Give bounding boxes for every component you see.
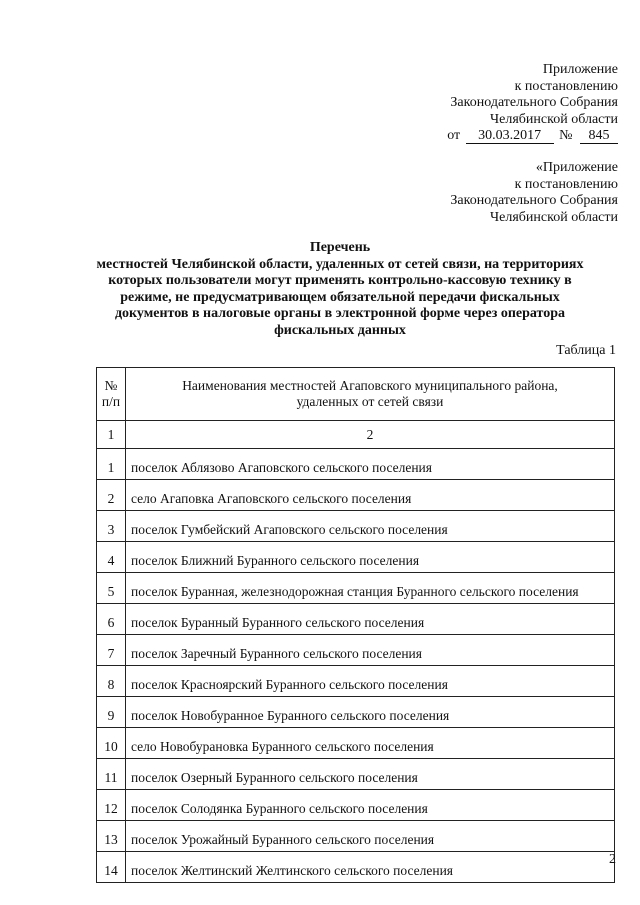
- locality-name: поселок Буранная, железнодорожная станция Буранного сельского поселения: [126, 573, 615, 604]
- table-row: [97, 635, 615, 666]
- locality-name: поселок Буранный Буранного сельского поселения: [126, 604, 615, 635]
- annex-line: Законодательного Собрания: [450, 95, 618, 110]
- row-number: 14: [97, 852, 126, 883]
- locality-name: поселок Солодянка Буранного сельского поселения: [126, 790, 615, 821]
- row-number: 5: [97, 573, 126, 604]
- title-line: Перечень: [309, 240, 371, 255]
- annex-line: Приложение: [542, 62, 618, 77]
- row-number: 13: [97, 821, 126, 852]
- annex-line: Челябинской области: [490, 111, 618, 127]
- quoted-annex-line: «Приложение: [535, 160, 618, 175]
- column-number: 2: [126, 421, 615, 449]
- table-row: [97, 542, 615, 573]
- row-number: 8: [97, 666, 126, 697]
- annex-date-line: [447, 128, 618, 145]
- row-number: 3: [97, 511, 126, 542]
- row-number: 11: [97, 759, 126, 790]
- column-number: 1: [97, 421, 126, 449]
- table-row: [97, 511, 615, 542]
- table-row: [97, 821, 615, 852]
- quoted-annex-line: Челябинской области: [490, 209, 618, 225]
- title-line: режиме, не предусматривающем обязательной передачи фискальных: [120, 289, 560, 305]
- resolution-date: 30.03.2017: [466, 129, 554, 144]
- row-number: 1: [97, 449, 126, 480]
- table-row: [97, 728, 615, 759]
- locality-name: поселок Желтинский Желтинского сельского поселения: [126, 852, 615, 883]
- locality-name: поселок Ближний Буранного сельского поселения: [126, 542, 615, 573]
- locality-name: поселок Гумбейский Агаповского сельского поселения: [126, 511, 615, 542]
- col-name-header: Наименования местностей Агаповского муниципального района, удаленных от сетей связи: [126, 368, 615, 421]
- locality-name: поселок Аблязово Агаповского сельского поселения: [126, 449, 615, 480]
- table-row: [97, 604, 615, 635]
- row-number: 4: [97, 542, 126, 573]
- annex-line: к постановлению: [514, 78, 618, 94]
- title-line: местностей Челябинской области, удаленных от сетей связи, на территориях: [96, 256, 584, 272]
- quoted-annex-line: к постановлению: [514, 176, 618, 192]
- table-row: [97, 790, 615, 821]
- locality-name: поселок Новобуранное Буранного сельского поселения: [126, 697, 615, 728]
- row-number: 6: [97, 604, 126, 635]
- table-row: [97, 573, 615, 604]
- row-number: 10: [97, 728, 126, 759]
- table-label: Таблица 1: [556, 343, 616, 358]
- title-line: которых пользователи могут применять контрольно-кассовую технику в: [108, 273, 572, 288]
- resolution-number: 845: [580, 129, 618, 144]
- row-number: 2: [97, 480, 126, 511]
- col-number-header: № п/п: [97, 368, 126, 421]
- table-row: [97, 666, 615, 697]
- localities-table: [96, 367, 615, 883]
- row-number: 12: [97, 790, 126, 821]
- table-row: [97, 759, 615, 790]
- annex-header: [447, 62, 618, 145]
- row-number: 7: [97, 635, 126, 666]
- table-row: [97, 852, 615, 883]
- number-sign: №: [559, 128, 573, 143]
- date-prefix: от: [447, 128, 461, 143]
- quoted-annex-header: [450, 160, 618, 226]
- page-number: 2: [609, 852, 616, 867]
- locality-name: село Агаповка Агаповского сельского поселения: [126, 480, 615, 511]
- row-number: 9: [97, 697, 126, 728]
- title-line: документов в налоговые органы в электронной форме через оператора: [114, 306, 566, 321]
- locality-name: поселок Заречный Буранного сельского поселения: [126, 635, 615, 666]
- locality-name: село Новобурановка Буранного сельского поселения: [126, 728, 615, 759]
- table-row: [97, 449, 615, 480]
- table-header-row: [97, 368, 615, 421]
- quoted-annex-line: Законодательного Собрания: [450, 193, 618, 208]
- column-number-row: [97, 421, 615, 449]
- locality-name: поселок Урожайный Буранного сельского поселения: [126, 821, 615, 852]
- title-line: фискальных данных: [274, 322, 406, 338]
- table-row: [97, 480, 615, 511]
- locality-name: поселок Озерный Буранного сельского поселения: [126, 759, 615, 790]
- locality-name: поселок Красноярский Буранного сельского поселения: [126, 666, 615, 697]
- document-title: [80, 240, 600, 339]
- table-body: [97, 449, 615, 883]
- table-row: [97, 697, 615, 728]
